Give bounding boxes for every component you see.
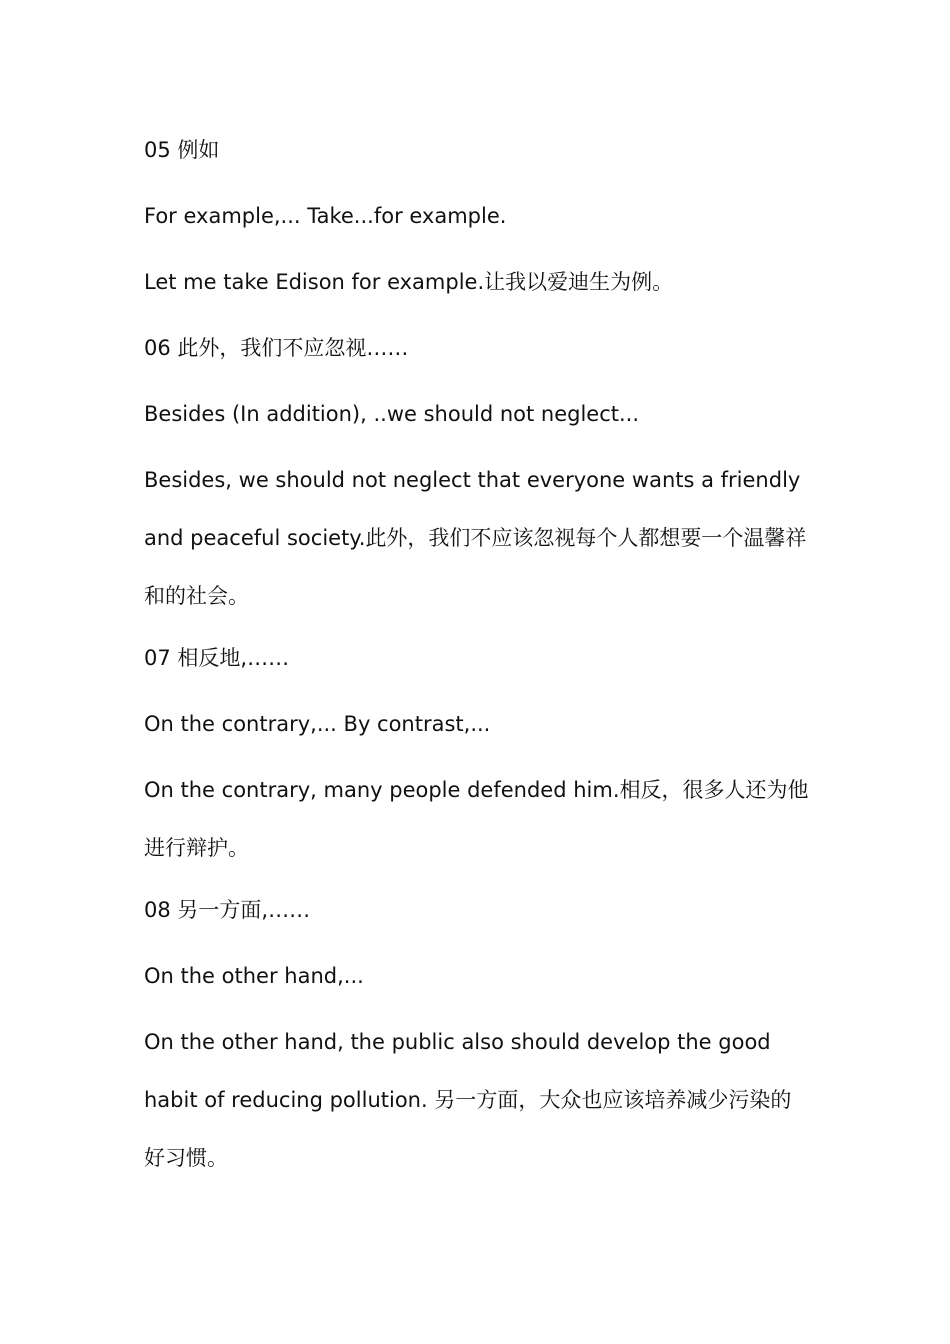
section-heading-07: 07 相反地,…… [144,646,290,670]
pattern-07: On the contrary,... By contrast,... [144,712,491,736]
pattern-08: On the other hand,... [144,964,364,988]
example-07: On the contrary, many people defended him.相反，很多人还为他进行辩护。 [144,778,809,860]
section-heading-06: 06 此外，我们不应忽视…… [144,336,409,360]
pattern-05: For example,... Take...for example. [144,204,507,228]
pattern-06: Besides (In addition), ..we should not neglect... [144,402,640,426]
section-heading-08: 08 另一方面,…… [144,898,311,922]
example-06: Besides, we should not neglect that everyone wants a friendly and peaceful society.此外，我们不应该忽视每个人都想要一个温馨祥和的社会。 [144,468,807,608]
example-08: On the other hand, the public also should develop the good habit of reducing pollution. 另一方面，大众也应该培养减少污染的好习惯。 [144,1030,792,1170]
example-05: Let me take Edison for example.让我以爱迪生为例。 [144,270,674,294]
section-heading-05: 05 例如 [144,138,220,162]
document-body [144,126,812,1196]
